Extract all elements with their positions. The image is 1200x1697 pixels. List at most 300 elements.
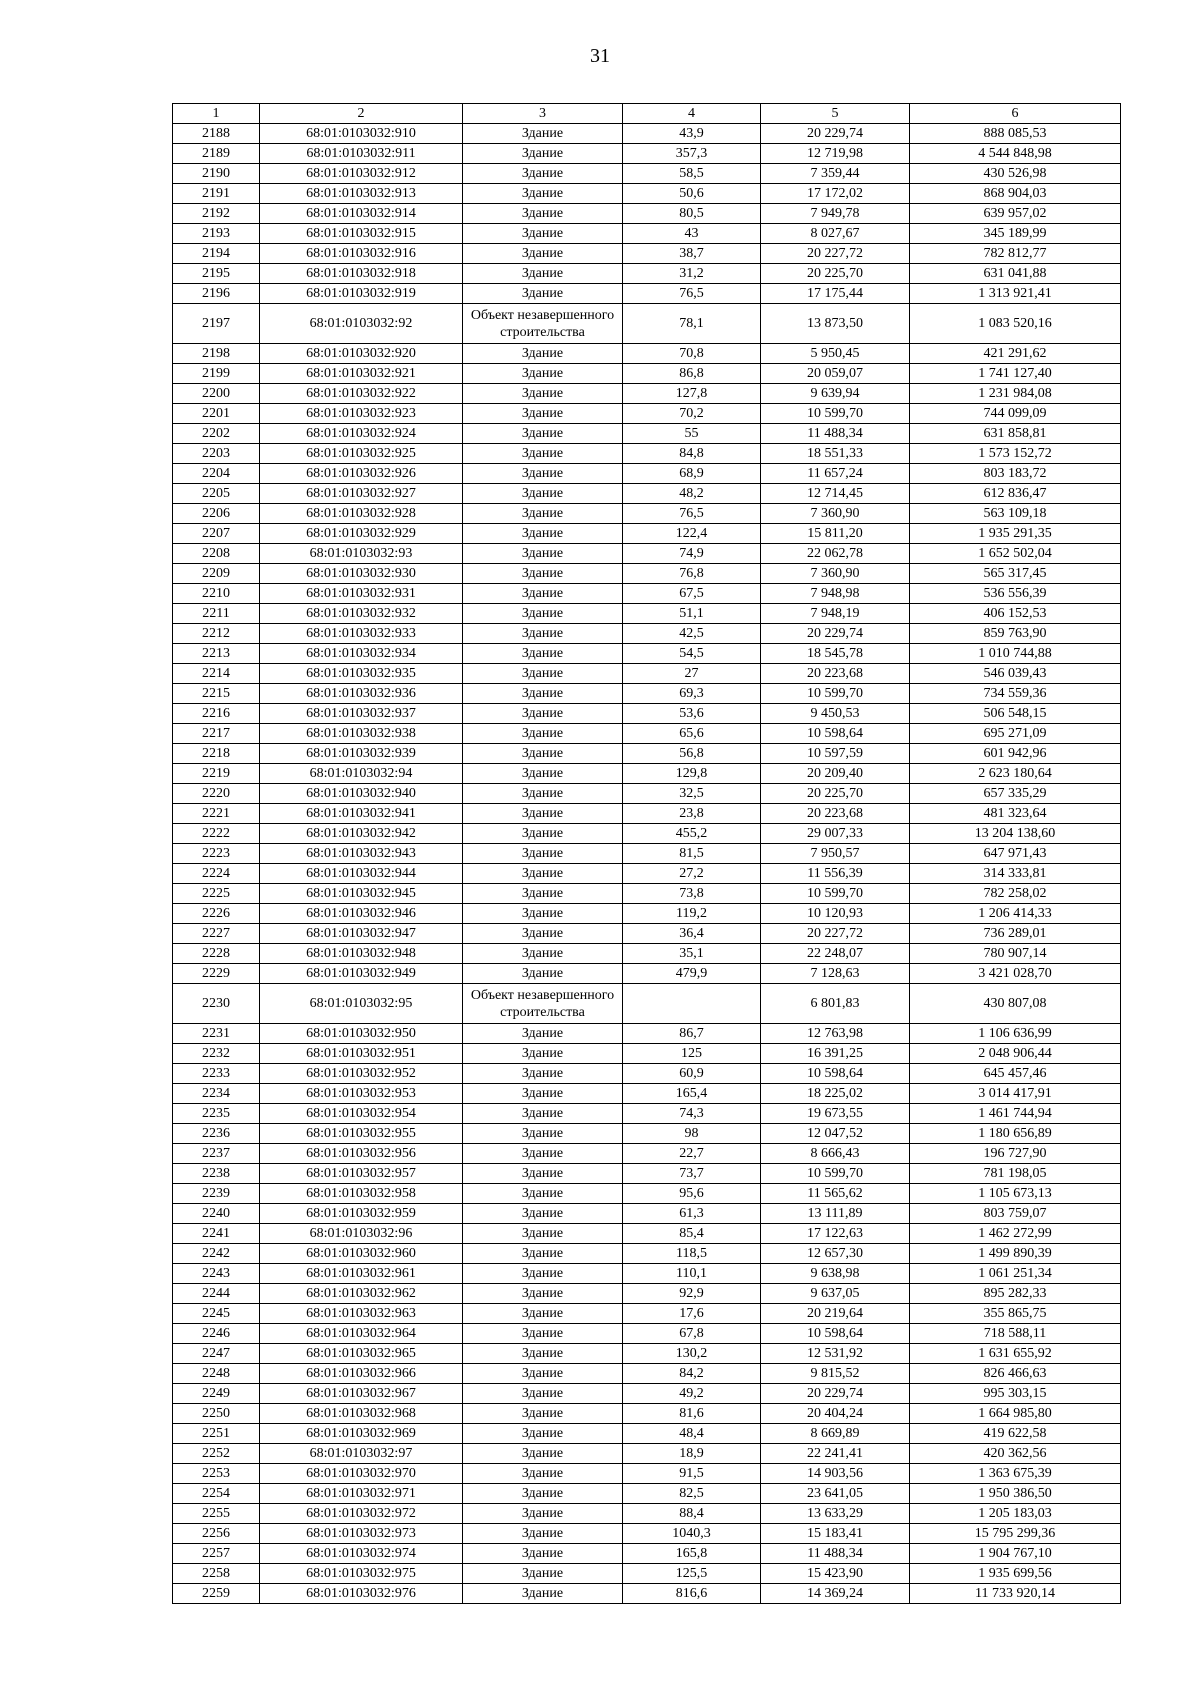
row-number-cell: 2254 <box>173 1484 260 1504</box>
unit-cost-cell: 20 225,70 <box>761 784 910 804</box>
table-row <box>173 1384 1121 1404</box>
row-number-cell: 2195 <box>173 264 260 284</box>
area-cell: 31,2 <box>623 264 761 284</box>
cadastral-value-cell: 631 858,81 <box>910 424 1121 444</box>
unit-cost-cell: 20 227,72 <box>761 244 910 264</box>
table-row <box>173 444 1121 464</box>
area-cell: 32,5 <box>623 784 761 804</box>
table-row <box>173 784 1121 804</box>
area-cell: 74,3 <box>623 1104 761 1124</box>
object-type-cell: Здание <box>463 1024 623 1044</box>
cadastral-number-cell: 68:01:0103032:954 <box>260 1104 463 1124</box>
cadastral-number-cell: 68:01:0103032:914 <box>260 204 463 224</box>
row-number-cell: 2245 <box>173 1304 260 1324</box>
unit-cost-cell: 18 225,02 <box>761 1084 910 1104</box>
cadastral-value-cell: 736 289,01 <box>910 924 1121 944</box>
cadastral-number-cell: 68:01:0103032:967 <box>260 1384 463 1404</box>
cadastral-value-cell: 645 457,46 <box>910 1064 1121 1084</box>
cadastral-number-cell: 68:01:0103032:964 <box>260 1324 463 1344</box>
unit-cost-cell: 10 599,70 <box>761 684 910 704</box>
table-row <box>173 1584 1121 1604</box>
unit-cost-cell: 7 948,19 <box>761 604 910 624</box>
area-cell: 70,8 <box>623 344 761 364</box>
row-number-cell: 2213 <box>173 644 260 664</box>
object-type-cell: Здание <box>463 1064 623 1084</box>
cadastral-number-cell: 68:01:0103032:941 <box>260 804 463 824</box>
cadastral-value-cell: 647 971,43 <box>910 844 1121 864</box>
unit-cost-cell: 12 714,45 <box>761 484 910 504</box>
row-number-cell: 2210 <box>173 584 260 604</box>
table-row <box>173 1264 1121 1284</box>
object-type-cell: Здание <box>463 1144 623 1164</box>
area-cell: 92,9 <box>623 1284 761 1304</box>
cadastral-value-cell: 1 652 502,04 <box>910 544 1121 564</box>
cadastral-number-cell: 68:01:0103032:93 <box>260 544 463 564</box>
row-number-cell: 2197 <box>173 304 260 344</box>
row-number-cell: 2227 <box>173 924 260 944</box>
object-type-cell: Здание <box>463 664 623 684</box>
cadastral-number-cell: 68:01:0103032:932 <box>260 604 463 624</box>
object-type-cell: Здание <box>463 1184 623 1204</box>
cadastral-number-cell: 68:01:0103032:957 <box>260 1164 463 1184</box>
cadastral-number-cell: 68:01:0103032:927 <box>260 484 463 504</box>
area-cell: 78,1 <box>623 304 761 344</box>
cadastral-value-cell: 419 622,58 <box>910 1424 1121 1444</box>
row-number-cell: 2239 <box>173 1184 260 1204</box>
row-number-cell: 2201 <box>173 404 260 424</box>
row-number-cell: 2212 <box>173 624 260 644</box>
object-type-cell: Здание <box>463 164 623 184</box>
unit-cost-cell: 9 638,98 <box>761 1264 910 1284</box>
row-number-cell: 2198 <box>173 344 260 364</box>
unit-cost-cell: 8 027,67 <box>761 224 910 244</box>
cadastral-number-cell: 68:01:0103032:969 <box>260 1424 463 1444</box>
table-row <box>173 1544 1121 1564</box>
table-row <box>173 344 1121 364</box>
unit-cost-cell: 9 637,05 <box>761 1284 910 1304</box>
area-cell: 86,7 <box>623 1024 761 1044</box>
cadastral-number-cell: 68:01:0103032:934 <box>260 644 463 664</box>
table-row <box>173 1364 1121 1384</box>
unit-cost-cell: 15 423,90 <box>761 1564 910 1584</box>
object-type-cell: Здание <box>463 944 623 964</box>
object-type-cell: Здание <box>463 1384 623 1404</box>
table-row <box>173 564 1121 584</box>
row-number-cell: 2191 <box>173 184 260 204</box>
area-cell: 88,4 <box>623 1504 761 1524</box>
table-row <box>173 1304 1121 1324</box>
cadastral-number-cell: 68:01:0103032:926 <box>260 464 463 484</box>
cadastral-number-cell: 68:01:0103032:944 <box>260 864 463 884</box>
table-row <box>173 544 1121 564</box>
row-number-cell: 2231 <box>173 1024 260 1044</box>
unit-cost-cell: 20 229,74 <box>761 1384 910 1404</box>
cadastral-value-cell: 1 904 767,10 <box>910 1544 1121 1564</box>
object-type-cell: Объект незавершенного строительства <box>463 984 623 1024</box>
object-type-cell: Здание <box>463 544 623 564</box>
row-number-cell: 2222 <box>173 824 260 844</box>
cadastral-value-cell: 2 623 180,64 <box>910 764 1121 784</box>
row-number-cell: 2233 <box>173 1064 260 1084</box>
area-cell: 23,8 <box>623 804 761 824</box>
table-row <box>173 204 1121 224</box>
unit-cost-cell: 20 223,68 <box>761 804 910 824</box>
cadastral-number-cell: 68:01:0103032:922 <box>260 384 463 404</box>
table-row <box>173 824 1121 844</box>
table-row <box>173 1224 1121 1244</box>
object-type-cell: Здание <box>463 1284 623 1304</box>
object-type-cell: Здание <box>463 1124 623 1144</box>
unit-cost-cell: 9 639,94 <box>761 384 910 404</box>
cadastral-value-cell: 601 942,96 <box>910 744 1121 764</box>
object-type-cell: Здание <box>463 624 623 644</box>
cadastral-value-cell: 1 106 636,99 <box>910 1024 1121 1044</box>
area-cell: 56,8 <box>623 744 761 764</box>
cadastral-value-cell: 1 950 386,50 <box>910 1484 1121 1504</box>
table-row <box>173 744 1121 764</box>
row-number-cell: 2206 <box>173 504 260 524</box>
unit-cost-cell: 10 599,70 <box>761 884 910 904</box>
unit-cost-cell: 10 598,64 <box>761 1324 910 1344</box>
unit-cost-cell: 7 360,90 <box>761 504 910 524</box>
table-row <box>173 884 1121 904</box>
cadastral-number-cell: 68:01:0103032:968 <box>260 1404 463 1424</box>
cadastral-value-cell: 1 363 675,39 <box>910 1464 1121 1484</box>
table-row <box>173 664 1121 684</box>
area-cell: 70,2 <box>623 404 761 424</box>
unit-cost-cell: 14 903,56 <box>761 1464 910 1484</box>
table-row <box>173 1044 1121 1064</box>
unit-cost-cell: 6 801,83 <box>761 984 910 1024</box>
area-cell: 95,6 <box>623 1184 761 1204</box>
object-type-cell: Здание <box>463 264 623 284</box>
row-number-cell: 2242 <box>173 1244 260 1264</box>
unit-cost-cell: 11 488,34 <box>761 424 910 444</box>
cadastral-value-cell: 1 231 984,08 <box>910 384 1121 404</box>
table-row <box>173 864 1121 884</box>
cadastral-value-cell: 536 556,39 <box>910 584 1121 604</box>
cadastral-number-cell: 68:01:0103032:912 <box>260 164 463 184</box>
table-row <box>173 1084 1121 1104</box>
column-header-5: 5 <box>761 104 910 124</box>
object-type-cell: Здание <box>463 384 623 404</box>
object-type-cell: Здание <box>463 1564 623 1584</box>
table-row <box>173 484 1121 504</box>
cadastral-number-cell: 68:01:0103032:958 <box>260 1184 463 1204</box>
area-cell: 129,8 <box>623 764 761 784</box>
area-cell: 22,7 <box>623 1144 761 1164</box>
unit-cost-cell: 9 450,53 <box>761 704 910 724</box>
row-number-cell: 2189 <box>173 144 260 164</box>
cadastral-number-cell: 68:01:0103032:923 <box>260 404 463 424</box>
table-row <box>173 644 1121 664</box>
row-number-cell: 2223 <box>173 844 260 864</box>
cadastral-value-cell: 345 189,99 <box>910 224 1121 244</box>
object-type-cell: Здание <box>463 684 623 704</box>
cadastral-value-cell: 1 205 183,03 <box>910 1504 1121 1524</box>
object-type-cell: Здание <box>463 224 623 244</box>
column-header-1: 1 <box>173 104 260 124</box>
unit-cost-cell: 13 111,89 <box>761 1204 910 1224</box>
table-row <box>173 1344 1121 1364</box>
area-cell: 55 <box>623 424 761 444</box>
row-number-cell: 2199 <box>173 364 260 384</box>
object-type-cell: Здание <box>463 644 623 664</box>
table-row <box>173 424 1121 444</box>
cadastral-number-cell: 68:01:0103032:943 <box>260 844 463 864</box>
cadastral-number-cell: 68:01:0103032:936 <box>260 684 463 704</box>
area-cell: 81,5 <box>623 844 761 864</box>
area-cell: 165,8 <box>623 1544 761 1564</box>
row-number-cell: 2249 <box>173 1384 260 1404</box>
area-cell: 130,2 <box>623 1344 761 1364</box>
row-number-cell: 2238 <box>173 1164 260 1184</box>
object-type-cell: Здание <box>463 1044 623 1064</box>
table-row <box>173 384 1121 404</box>
cadastral-number-cell: 68:01:0103032:921 <box>260 364 463 384</box>
cadastral-number-cell: 68:01:0103032:916 <box>260 244 463 264</box>
unit-cost-cell: 14 369,24 <box>761 1584 910 1604</box>
cadastral-value-cell: 1 105 673,13 <box>910 1184 1121 1204</box>
object-type-cell: Здание <box>463 1584 623 1604</box>
object-type-cell: Здание <box>463 364 623 384</box>
table-row <box>173 164 1121 184</box>
area-cell: 118,5 <box>623 1244 761 1264</box>
cadastral-value-cell: 995 303,15 <box>910 1384 1121 1404</box>
cadastral-value-cell: 639 957,02 <box>910 204 1121 224</box>
unit-cost-cell: 7 360,90 <box>761 564 910 584</box>
object-type-cell: Здание <box>463 524 623 544</box>
object-type-cell: Здание <box>463 144 623 164</box>
area-cell: 60,9 <box>623 1064 761 1084</box>
table-row <box>173 944 1121 964</box>
object-type-cell: Здание <box>463 1344 623 1364</box>
cadastral-number-cell: 68:01:0103032:930 <box>260 564 463 584</box>
cadastral-number-cell: 68:01:0103032:963 <box>260 1304 463 1324</box>
cadastral-number-cell: 68:01:0103032:956 <box>260 1144 463 1164</box>
object-type-cell: Здание <box>463 344 623 364</box>
area-cell: 58,5 <box>623 164 761 184</box>
object-type-cell: Здание <box>463 184 623 204</box>
cadastral-number-cell: 68:01:0103032:920 <box>260 344 463 364</box>
table-row <box>173 1284 1121 1304</box>
table-row <box>173 724 1121 744</box>
area-cell: 53,6 <box>623 704 761 724</box>
area-cell: 17,6 <box>623 1304 761 1324</box>
unit-cost-cell: 13 633,29 <box>761 1504 910 1524</box>
row-number-cell: 2243 <box>173 1264 260 1284</box>
unit-cost-cell: 10 598,64 <box>761 724 910 744</box>
cadastral-value-cell: 780 907,14 <box>910 944 1121 964</box>
property-registry-table <box>172 103 1121 1604</box>
cadastral-value-cell: 15 795 299,36 <box>910 1524 1121 1544</box>
unit-cost-cell: 18 545,78 <box>761 644 910 664</box>
area-cell: 54,5 <box>623 644 761 664</box>
row-number-cell: 2234 <box>173 1084 260 1104</box>
cadastral-number-cell: 68:01:0103032:949 <box>260 964 463 984</box>
table-row <box>173 804 1121 824</box>
cadastral-number-cell: 68:01:0103032:955 <box>260 1124 463 1144</box>
object-type-cell: Здание <box>463 1164 623 1184</box>
unit-cost-cell: 20 229,74 <box>761 624 910 644</box>
cadastral-value-cell: 781 198,05 <box>910 1164 1121 1184</box>
cadastral-value-cell: 734 559,36 <box>910 684 1121 704</box>
row-number-cell: 2247 <box>173 1344 260 1364</box>
cadastral-value-cell: 803 759,07 <box>910 1204 1121 1224</box>
unit-cost-cell: 10 599,70 <box>761 1164 910 1184</box>
column-header-2: 2 <box>260 104 463 124</box>
area-cell: 85,4 <box>623 1224 761 1244</box>
row-number-cell: 2256 <box>173 1524 260 1544</box>
cadastral-value-cell: 895 282,33 <box>910 1284 1121 1304</box>
unit-cost-cell: 12 657,30 <box>761 1244 910 1264</box>
row-number-cell: 2228 <box>173 944 260 964</box>
object-type-cell: Здание <box>463 764 623 784</box>
unit-cost-cell: 20 219,64 <box>761 1304 910 1324</box>
unit-cost-cell: 10 120,93 <box>761 904 910 924</box>
table-row <box>173 284 1121 304</box>
object-type-cell: Здание <box>463 1424 623 1444</box>
cadastral-value-cell: 355 865,75 <box>910 1304 1121 1324</box>
area-cell: 73,7 <box>623 1164 761 1184</box>
cadastral-value-cell: 1 206 414,33 <box>910 904 1121 924</box>
row-number-cell: 2248 <box>173 1364 260 1384</box>
cadastral-value-cell: 782 812,77 <box>910 244 1121 264</box>
cadastral-number-cell: 68:01:0103032:929 <box>260 524 463 544</box>
table-row <box>173 1404 1121 1424</box>
area-cell: 67,5 <box>623 584 761 604</box>
cadastral-value-cell: 1 631 655,92 <box>910 1344 1121 1364</box>
area-cell: 86,8 <box>623 364 761 384</box>
cadastral-value-cell: 1 061 251,34 <box>910 1264 1121 1284</box>
cadastral-number-cell: 68:01:0103032:962 <box>260 1284 463 1304</box>
object-type-cell: Здание <box>463 1544 623 1564</box>
table-row <box>173 264 1121 284</box>
row-number-cell: 2219 <box>173 764 260 784</box>
cadastral-value-cell: 782 258,02 <box>910 884 1121 904</box>
table-row <box>173 304 1121 344</box>
cadastral-number-cell: 68:01:0103032:952 <box>260 1064 463 1084</box>
unit-cost-cell: 13 873,50 <box>761 304 910 344</box>
cadastral-value-cell: 1 499 890,39 <box>910 1244 1121 1264</box>
table-row <box>173 1024 1121 1044</box>
object-type-cell: Здание <box>463 724 623 744</box>
row-number-cell: 2259 <box>173 1584 260 1604</box>
row-number-cell: 2196 <box>173 284 260 304</box>
table-row <box>173 904 1121 924</box>
unit-cost-cell: 20 229,74 <box>761 124 910 144</box>
object-type-cell: Здание <box>463 1304 623 1324</box>
table-row <box>173 1124 1121 1144</box>
object-type-cell: Здание <box>463 1504 623 1524</box>
cadastral-value-cell: 481 323,64 <box>910 804 1121 824</box>
column-header-6: 6 <box>910 104 1121 124</box>
area-cell: 816,6 <box>623 1584 761 1604</box>
row-number-cell: 2225 <box>173 884 260 904</box>
area-cell: 81,6 <box>623 1404 761 1424</box>
unit-cost-cell: 10 598,64 <box>761 1064 910 1084</box>
object-type-cell: Здание <box>463 444 623 464</box>
unit-cost-cell: 23 641,05 <box>761 1484 910 1504</box>
area-cell: 42,5 <box>623 624 761 644</box>
unit-cost-cell: 29 007,33 <box>761 824 910 844</box>
object-type-cell: Здание <box>463 404 623 424</box>
cadastral-value-cell: 506 548,15 <box>910 704 1121 724</box>
row-number-cell: 2252 <box>173 1444 260 1464</box>
area-cell: 36,4 <box>623 924 761 944</box>
cadastral-value-cell: 631 041,88 <box>910 264 1121 284</box>
object-type-cell: Здание <box>463 244 623 264</box>
cadastral-number-cell: 68:01:0103032:973 <box>260 1524 463 1544</box>
unit-cost-cell: 15 811,20 <box>761 524 910 544</box>
unit-cost-cell: 7 948,98 <box>761 584 910 604</box>
area-cell: 65,6 <box>623 724 761 744</box>
row-number-cell: 2216 <box>173 704 260 724</box>
cadastral-number-cell: 68:01:0103032:970 <box>260 1464 463 1484</box>
row-number-cell: 2224 <box>173 864 260 884</box>
unit-cost-cell: 19 673,55 <box>761 1104 910 1124</box>
unit-cost-cell: 17 122,63 <box>761 1224 910 1244</box>
cadastral-value-cell: 1 180 656,89 <box>910 1124 1121 1144</box>
object-type-cell: Здание <box>463 1444 623 1464</box>
table-row <box>173 504 1121 524</box>
cadastral-number-cell: 68:01:0103032:948 <box>260 944 463 964</box>
unit-cost-cell: 22 241,41 <box>761 1444 910 1464</box>
row-number-cell: 2221 <box>173 804 260 824</box>
object-type-cell: Здание <box>463 924 623 944</box>
area-cell: 68,9 <box>623 464 761 484</box>
unit-cost-cell: 15 183,41 <box>761 1524 910 1544</box>
area-cell: 67,8 <box>623 1324 761 1344</box>
row-number-cell: 2214 <box>173 664 260 684</box>
area-cell: 82,5 <box>623 1484 761 1504</box>
row-number-cell: 2235 <box>173 1104 260 1124</box>
object-type-cell: Здание <box>463 824 623 844</box>
unit-cost-cell: 17 172,02 <box>761 184 910 204</box>
cadastral-number-cell: 68:01:0103032:971 <box>260 1484 463 1504</box>
cadastral-value-cell: 3 014 417,91 <box>910 1084 1121 1104</box>
cadastral-value-cell: 1 664 985,80 <box>910 1404 1121 1424</box>
object-type-cell: Здание <box>463 604 623 624</box>
object-type-cell: Здание <box>463 504 623 524</box>
unit-cost-cell: 18 551,33 <box>761 444 910 464</box>
cadastral-value-cell: 2 048 906,44 <box>910 1044 1121 1064</box>
object-type-cell: Здание <box>463 1484 623 1504</box>
cadastral-value-cell: 1 573 152,72 <box>910 444 1121 464</box>
object-type-cell: Здание <box>463 704 623 724</box>
page-number: 31 <box>590 45 610 67</box>
cadastral-value-cell: 430 526,98 <box>910 164 1121 184</box>
area-cell: 125 <box>623 1044 761 1064</box>
cadastral-value-cell: 4 544 848,98 <box>910 144 1121 164</box>
unit-cost-cell: 11 556,39 <box>761 864 910 884</box>
cadastral-value-cell: 803 183,72 <box>910 464 1121 484</box>
cadastral-value-cell: 657 335,29 <box>910 784 1121 804</box>
table-row <box>173 1144 1121 1164</box>
object-type-cell: Здание <box>463 1264 623 1284</box>
table-row <box>173 684 1121 704</box>
area-cell: 48,2 <box>623 484 761 504</box>
row-number-cell: 2211 <box>173 604 260 624</box>
cadastral-number-cell: 68:01:0103032:94 <box>260 764 463 784</box>
cadastral-number-cell: 68:01:0103032:946 <box>260 904 463 924</box>
area-cell: 455,2 <box>623 824 761 844</box>
table-row <box>173 464 1121 484</box>
table-row <box>173 604 1121 624</box>
row-number-cell: 2244 <box>173 1284 260 1304</box>
object-type-cell: Здание <box>463 424 623 444</box>
row-number-cell: 2229 <box>173 964 260 984</box>
